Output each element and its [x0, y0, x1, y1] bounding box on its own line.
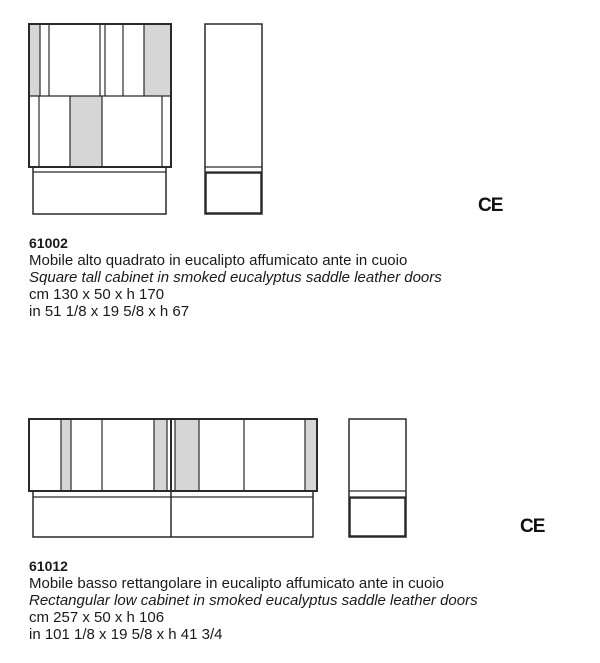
description-italian: Mobile basso rettangolare in eucalipto affumicato ante in cuoio [29, 575, 444, 592]
description-english: Square tall cabinet in smoked eucalyptus saddle leather doors [29, 269, 442, 286]
dimensions-in: in 101 1/8 x 19 5/8 x h 41 3/4 [29, 626, 223, 643]
dimensions-in: in 51 1/8 x 19 5/8 x h 67 [29, 303, 190, 320]
dimensions-cm: cm 257 x 50 x h 106 [29, 609, 165, 626]
tall-cabinet-front-view [29, 24, 171, 214]
product-info-61002 [29, 235, 442, 320]
low-cabinet-front-view [29, 419, 317, 537]
product-code: 61012 [29, 558, 68, 574]
product-code: 61002 [29, 235, 68, 251]
product-info-61012 [29, 558, 478, 643]
ce-mark: CE [520, 516, 545, 537]
description-italian: Mobile alto quadrato in eucalipto affumicato ante in cuoio [29, 252, 408, 269]
dimensions-cm: cm 130 x 50 x h 170 [29, 286, 165, 303]
tall-cabinet-side-view [205, 24, 262, 214]
description-english: Rectangular low cabinet in smoked eucalyptus saddle leather doors [29, 592, 478, 609]
low-cabinet-side-view [349, 419, 406, 537]
ce-mark: CE [478, 195, 503, 216]
